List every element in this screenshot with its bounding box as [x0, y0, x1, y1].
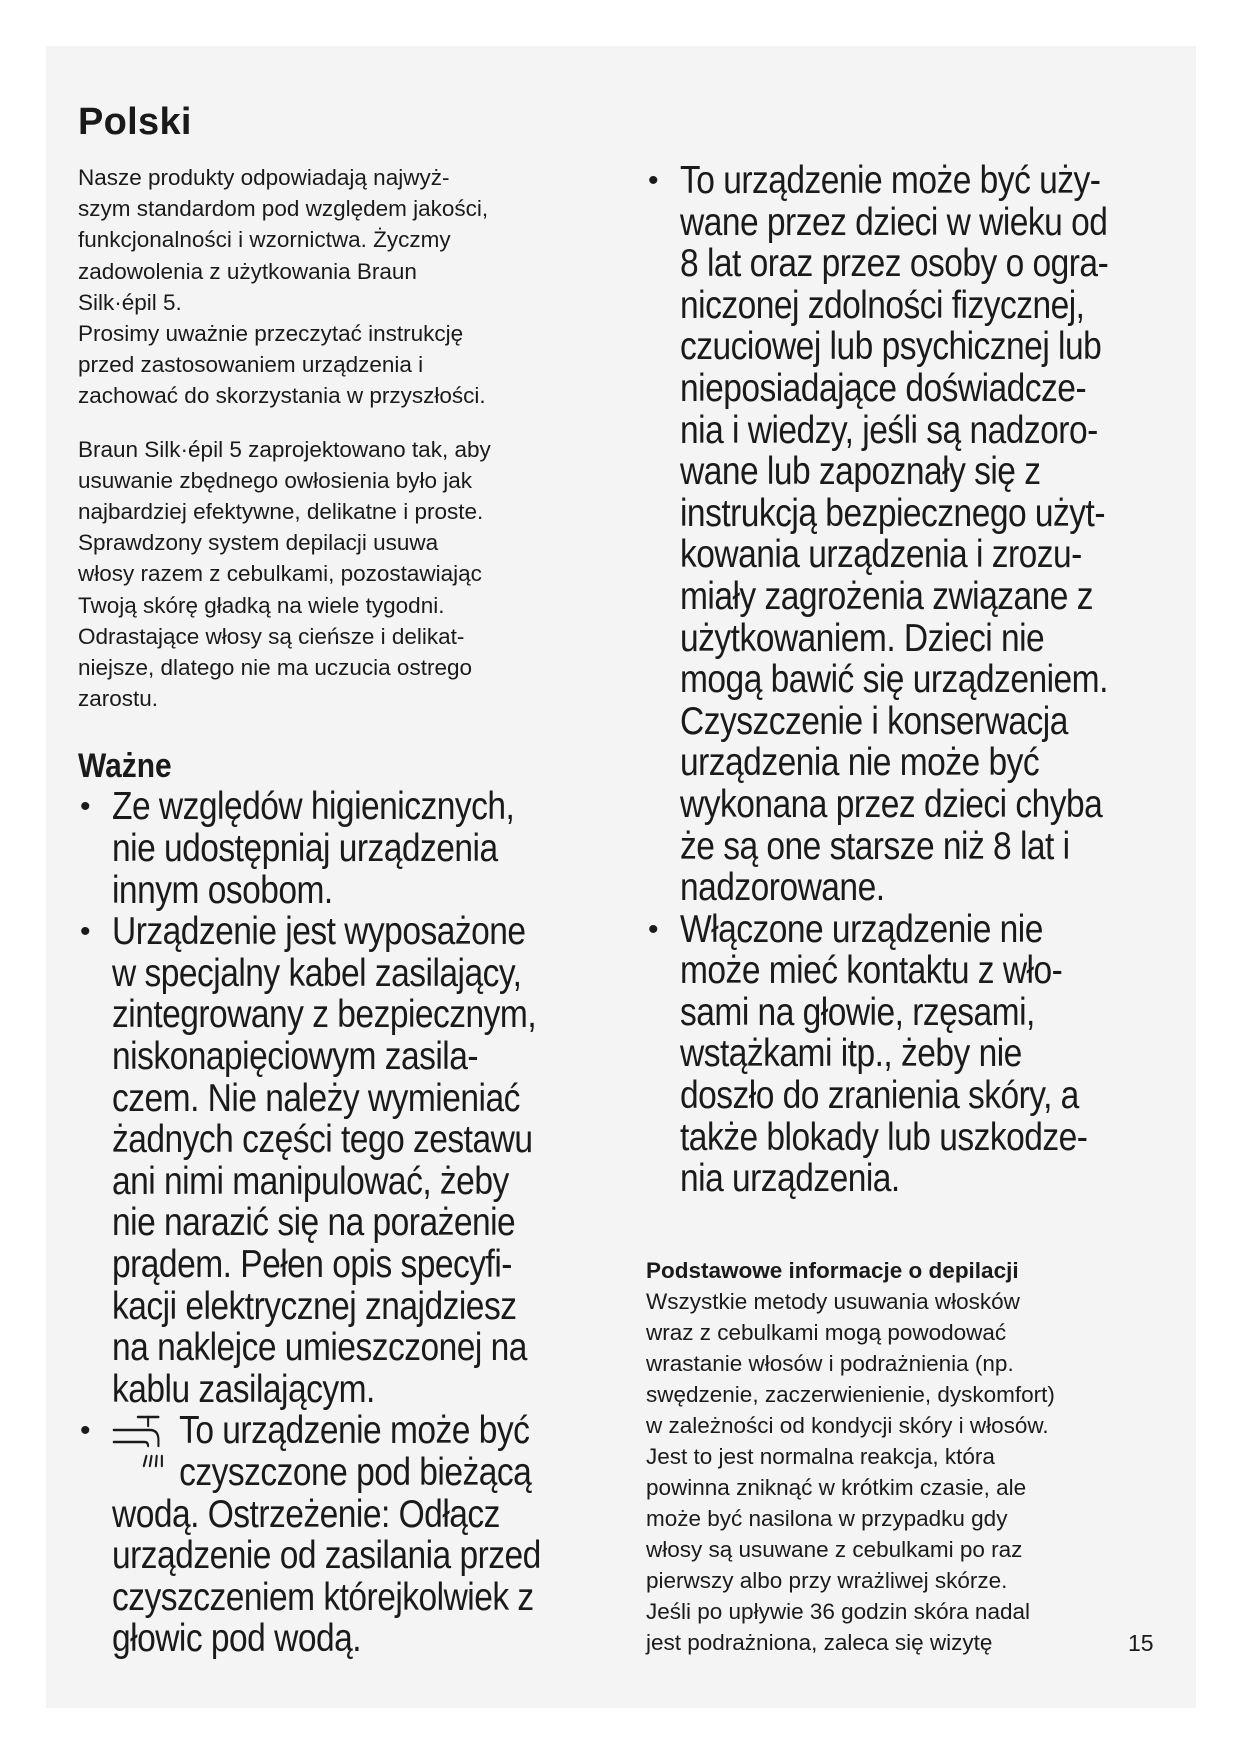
language-heading: Polski	[78, 101, 192, 143]
list-item-text: Ze względów higienicznych, nie udostępniaj urządzenia innym osobom.	[112, 785, 515, 912]
text-line: zachować do skorzystania w przyszłości.	[78, 383, 486, 409]
important-list	[78, 786, 618, 1659]
text-line: Prosimy uważnie przeczytać instrukcję	[78, 321, 464, 347]
list-item-text: To urządzenie może być uży- wane przez dzieci w wieku od 8 lat oraz przez osoby o ogra- niczonej zdolności fizycznej, czuciowej lub psychicznej lub nieposiadające doświadcze- nia i wiedzy, jeśli są nadzoro- wane lub zapoznały się z instrukcją bezpiecznego użyt- kowania urządzenia i zrozu- miały zagrożenia związane z użytkowaniem. Dzieci nie mogą bawić się urządzeniem. Czyszczenie i konserwacja urządzenia nie może być wykonana przez dzieci chyba że są one starsze niż 8 lat i nadzorowane.	[680, 159, 1109, 910]
water-tap-icon	[112, 1412, 165, 1488]
text-line: zadowolenia z użytkowania Braun	[78, 258, 417, 284]
tap-indented-lines: To urządzenie może być czyszczone pod bieżącą	[179, 1409, 532, 1494]
list-item	[78, 911, 618, 1410]
text-line: usuwanie zbędnego owłosienia było jak	[78, 467, 473, 493]
text-line: Odrastające włosy są cieńsze i delikat-	[78, 623, 465, 649]
list-item	[646, 160, 1186, 909]
text-line: funkcjonalności i wzornictwa. Życzmy	[78, 227, 451, 253]
list-item	[646, 909, 1186, 1200]
list-item	[78, 786, 618, 911]
depilation-paragraph: Wszystkie metody usuwania włosków wraz z cebulkami mogą powodować wrastanie włosów i podrażnienia (np. swędzenie, zaczerwienienie, dyskomfort) w zależności od kondycji skóry i włosów. Jest to jest normalna reakcja, która powinna zniknąć w krótkim czasie, ale może być nasilona w przypadku gdy włosy są usuwane z cebulkami po raz pierwszy albo przy wrażliwej skórze. Jeśli po upływie 36 godzin skóra nadal jest podrażniona, zaleca się wizytę	[646, 1288, 1055, 1655]
list-item-text: Urządzenie jest wyposażone w specjalny kabel zasilający, zintegrowany z bezpiecznym, niskonapięciowym zasila- czem. Nie należy wymieniać żadnych części tego zestawu ani nimi manipulować, żeby nie narazić się na porażenie prądem. Pełen opis specyfi- kacji elektrycznej znajdziesz na naklejce umieszczonej na kablu zasilającym.	[112, 910, 537, 1411]
bullet-icon: •	[80, 1414, 90, 1448]
bullet-icon: •	[648, 912, 658, 946]
text-line: szym standardom pod względem jakości,	[78, 196, 489, 222]
intro-section	[78, 162, 618, 714]
bullet-icon: •	[80, 790, 90, 824]
text-line: niejsze, dlatego nie ma uczucia ostrego	[78, 655, 472, 681]
text-line: Sprawdzony system depilacji usuwa	[78, 530, 439, 556]
text-line: przed zastosowaniem urządzenia i	[78, 352, 424, 378]
right-column	[646, 160, 1186, 1658]
left-column	[78, 100, 618, 1660]
page-number: 15	[1128, 1630, 1154, 1656]
bullet-icon: •	[648, 164, 658, 197]
list-item-text: To urządzenie może być czyszczone pod bieżącą wodą. Ostrzeżenie: Odłącz urządzenie od zasilania przed czyszczeniem którejkolwiek z głowic pod wodą.	[112, 1410, 617, 1660]
list-item	[78, 1410, 618, 1660]
safety-list	[646, 160, 1186, 1200]
intro-paragraph-1	[78, 162, 618, 318]
text-line: zarostu.	[78, 686, 159, 712]
list-item-text: Włączone urządzenie nie może mieć kontaktu z wło- sami na głowie, rzęsami, wstążkami itp., żeby nie doszło do zranienia skóry, a także blokady lub uszkodze- nia urządzenia.	[680, 907, 1088, 1201]
text-line: Twoją skórę gładką na wiele tygodni.	[78, 592, 445, 618]
text-line: Nasze produkty odpowiadają najwyż-	[78, 165, 450, 190]
text-line: Silk·épil 5.	[78, 289, 182, 315]
text-line: najbardziej efektywne, delikatne i proste.	[78, 499, 484, 525]
bullet-icon: •	[80, 915, 90, 949]
intro-paragraph-2	[78, 318, 618, 412]
intro-paragraph-3	[78, 434, 618, 715]
text-line: Braun Silk·épil 5 zaprojektowano tak, aby	[78, 436, 491, 462]
important-heading: Ważne	[78, 747, 172, 786]
depilation-heading: Podstawowe informacje o depilacji	[646, 1257, 1019, 1283]
text-line: włosy razem z cebulkami, pozostawiając	[78, 561, 482, 587]
